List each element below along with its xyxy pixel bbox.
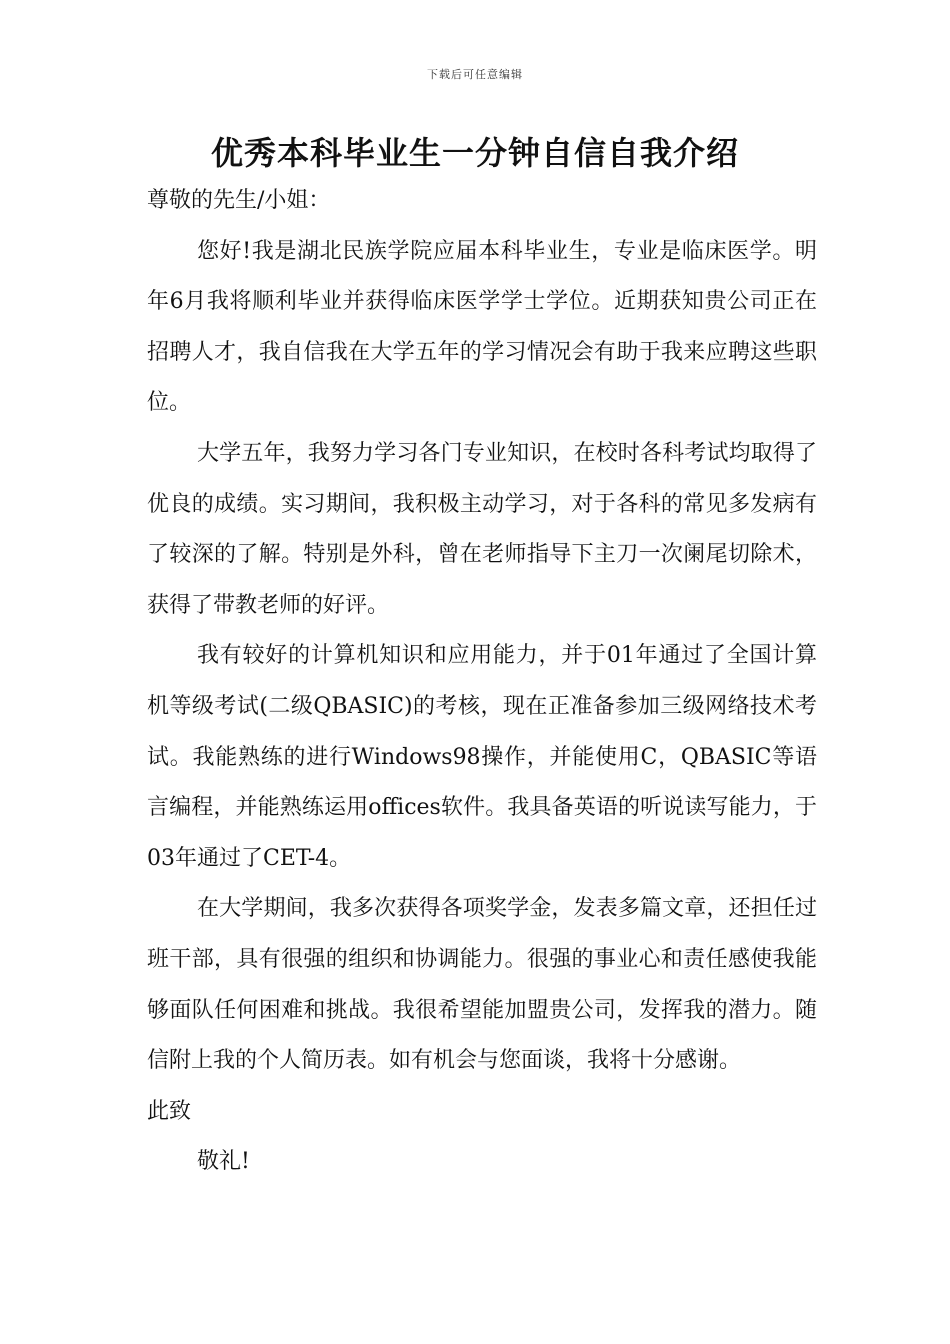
salutation: 尊敬的先生/小姐： [147,188,331,213]
regards-line: 敬礼! [197,1149,250,1175]
letter-body [147,176,817,1188]
paragraph-skills: 我有较好的计算机知识和应用能力，并于01年通过了全国计算机等级考试(二级QBASIC)的考核，现在正准备参加三级网络技术考试。我能熟练的进行Windows98操作，并能使用C，QBASIC等语言编程，并能熟练运用offices软件。我具备英语的听说读写能力，于03年通过了CET-4。 [147,643,817,871]
paragraph-intro: 您好!我是湖北民族学院应届本科毕业生，专业是临床医学。明年6月我将顺利毕业并获得临床医学学士学位。近期获知贵公司正在招聘人才，我自信我在大学五年的学习情况会有助于我来应聘这些职位。 [147,238,817,416]
closing-line: 此致 [147,1098,192,1124]
header-note: 下载后可任意编辑 [427,68,523,81]
paragraph-study: 大学五年，我努力学习各门专业知识，在校时各科考试均取得了优良的成绩。实习期间，我积极主动学习，对于各科的常见多发病有了较深的了解。特别是外科，曾在老师指导下主刀一次阑尾切除术，获得了带教老师的好评。 [147,440,817,618]
paragraph-closing-remarks: 在大学期间，我多次获得各项奖学金，发表多篇文章，还担任过班干部，具有很强的组织和协调能力。很强的事业心和责任感使我能够面队任何困难和挑战。我很希望能加盟贵公司，发挥我的潜力。随信附上我的个人简历表。如有机会与您面谈，我将十分感谢。 [147,896,817,1074]
document-title: 优秀本科毕业生一分钟自信自我介绍 [210,134,739,172]
